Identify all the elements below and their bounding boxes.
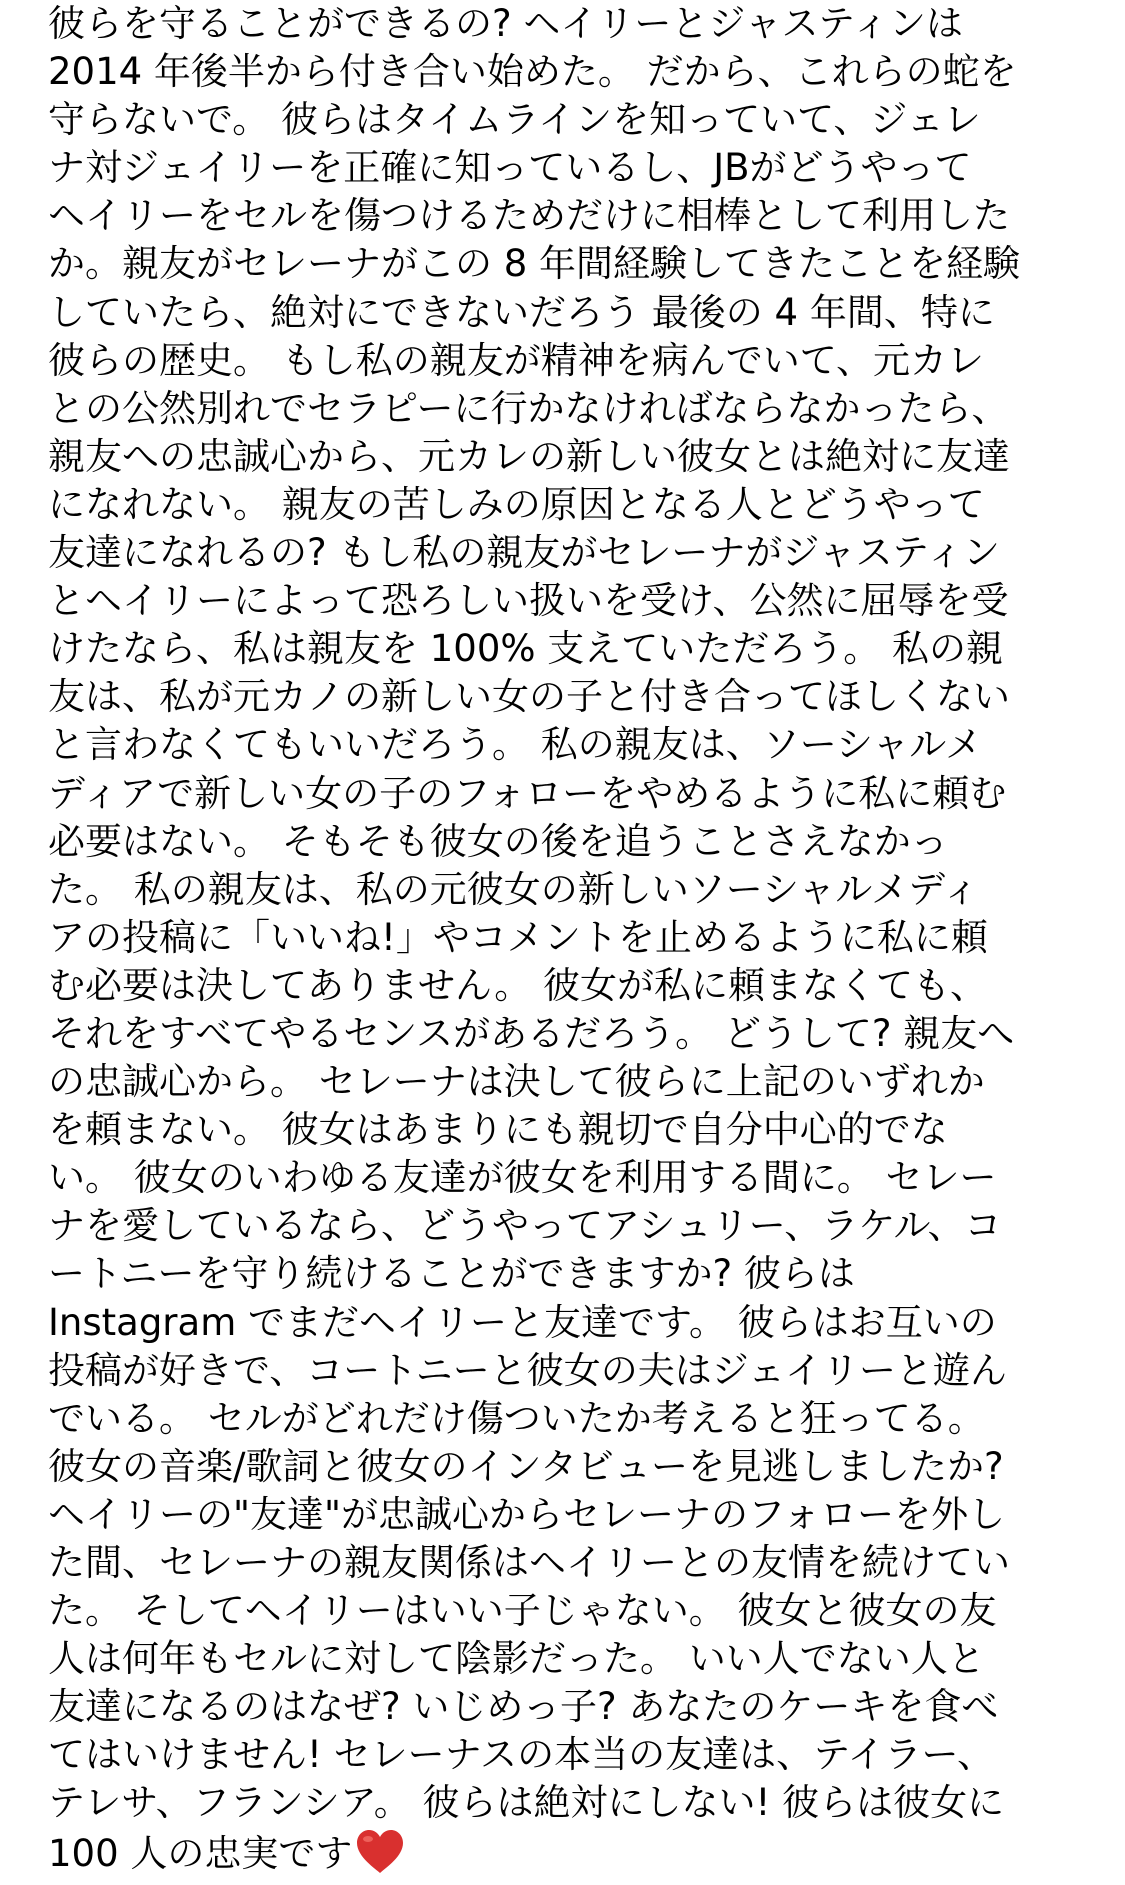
note-line: 友は、私が元カノの新しい女の子と付き合ってほしくない <box>48 675 1010 719</box>
note-line: になれない。 親友の苦しみの原因となる人とどうやって <box>48 482 985 526</box>
note-line: 彼らを守ることができるの? ヘイリーとジャスティンは <box>48 2 963 45</box>
note-line: ートニーを守り続けることができますか? 彼らは <box>48 1252 855 1296</box>
note-line: 投稿が好きで、コートニーと彼女の夫はジェイリーと遊ん <box>48 1348 1008 1392</box>
note-line: アの投稿に「いいね!」やコメントを止めるように私に頼 <box>48 915 988 959</box>
note-line: 友達になれるの? もし私の親友がセレーナがジャスティン <box>48 531 1000 575</box>
note-line-text: 100 人の忠実です <box>48 1831 353 1875</box>
heart-highlight <box>363 1836 373 1842</box>
note-line: テレサ、フランシア。 彼らは絶対にしない! 彼らは彼女に <box>48 1781 1005 1825</box>
note-line: けたなら、私は親友を 100% 支えていただろう。 私の親 <box>48 627 1004 671</box>
note-line: 守らないで。 彼らはタイムラインを知っていて、ジェレ <box>48 98 981 142</box>
note-line: 2014 年後半から付き合い始めた。 だから、これらの蛇を <box>48 50 1017 94</box>
red-heart-icon <box>354 1828 406 1876</box>
note-line: む必要は決してありません。 彼女が私に頼まなくても、 <box>48 963 987 1007</box>
note-text <box>48 0 1088 1876</box>
note-line: 親友への忠誠心から、元カレの新しい彼女とは絶対に友達 <box>48 434 1010 478</box>
note-line: ナを愛しているなら、どうやってアシュリー、ラケル、コ <box>48 1204 1002 1248</box>
note-line: てはいけません! セレーナスの本当の友達は、テイラー、 <box>48 1733 995 1777</box>
note-line: との公然別れでセラピーに行かなければならなかったら、 <box>48 386 1009 430</box>
heart-shape <box>357 1830 403 1873</box>
note-line: 彼らの歴史。 もし私の親友が精神を病んでいて、元カレ <box>48 338 985 382</box>
note-line: た。 そしてヘイリーはいい子じゃない。 彼女と彼女の友 <box>48 1589 997 1633</box>
note-last-line <box>48 1828 1088 1876</box>
note-line: ディアで新しい女の子のフォローをやめるように私に頼む <box>48 771 1007 815</box>
note-line: い。 彼女のいわゆる友達が彼女を利用する間に。 セレー <box>48 1156 997 1200</box>
note-line: 友達になるのはなぜ? いじめっ子? あなたのケーキを食べ <box>48 1685 999 1729</box>
note-line: た間、セレーナの親友関係はヘイリーとの友情を続けてい <box>48 1541 1010 1584</box>
note-line: と言わなくてもいいだろう。 私の親友は、ソーシャルメ <box>48 723 983 767</box>
note-line: 彼女の音楽/歌詞と彼女のインタビューを見逃しましたか? <box>48 1444 1004 1488</box>
note-line: か。親友がセレーナがこの 8 年間経験してきたことを経験 <box>48 242 1021 286</box>
note-line: た。 私の親友は、私の元彼女の新しいソーシャルメディ <box>48 867 980 911</box>
note-line: していたら、絶対にできないだろう 最後の 4 年間、特に <box>48 290 995 334</box>
note-line: ヘイリーの"友達"が忠誠心からセレーナのフォローを外し <box>48 1492 1006 1536</box>
note-line: 必要はない。 そもそも彼女の後を追うことさえなかっ <box>48 819 948 863</box>
note-line: の忠誠心から。 セレーナは決して彼らに上記のいずれか <box>48 1060 985 1104</box>
note-line: ヘイリーをセルを傷つけるためだけに相棒として利用した <box>48 194 1010 238</box>
note-line: でいる。 セルがどれだけ傷ついたか考えると狂ってる。 <box>48 1396 985 1440</box>
note-line: ナ対ジェイリーを正確に知っているし、JBがどうやって <box>48 146 972 190</box>
note-line: 人は何年もセルに対して陰影だった。 いい人でない人と <box>48 1637 985 1681</box>
note-line: とヘイリーによって恐ろしい扱いを受け、公然に屈辱を受 <box>48 579 1009 623</box>
note-line: Instagram でまだヘイリーと友達です。 彼らはお互いの <box>48 1300 997 1344</box>
note-line: それをすべてやるセンスがあるだろう。 どうして? 親友へ <box>48 1011 1015 1055</box>
note-line: を頼まない。 彼女はあまりにも親切で自分中心的でな <box>48 1108 948 1152</box>
